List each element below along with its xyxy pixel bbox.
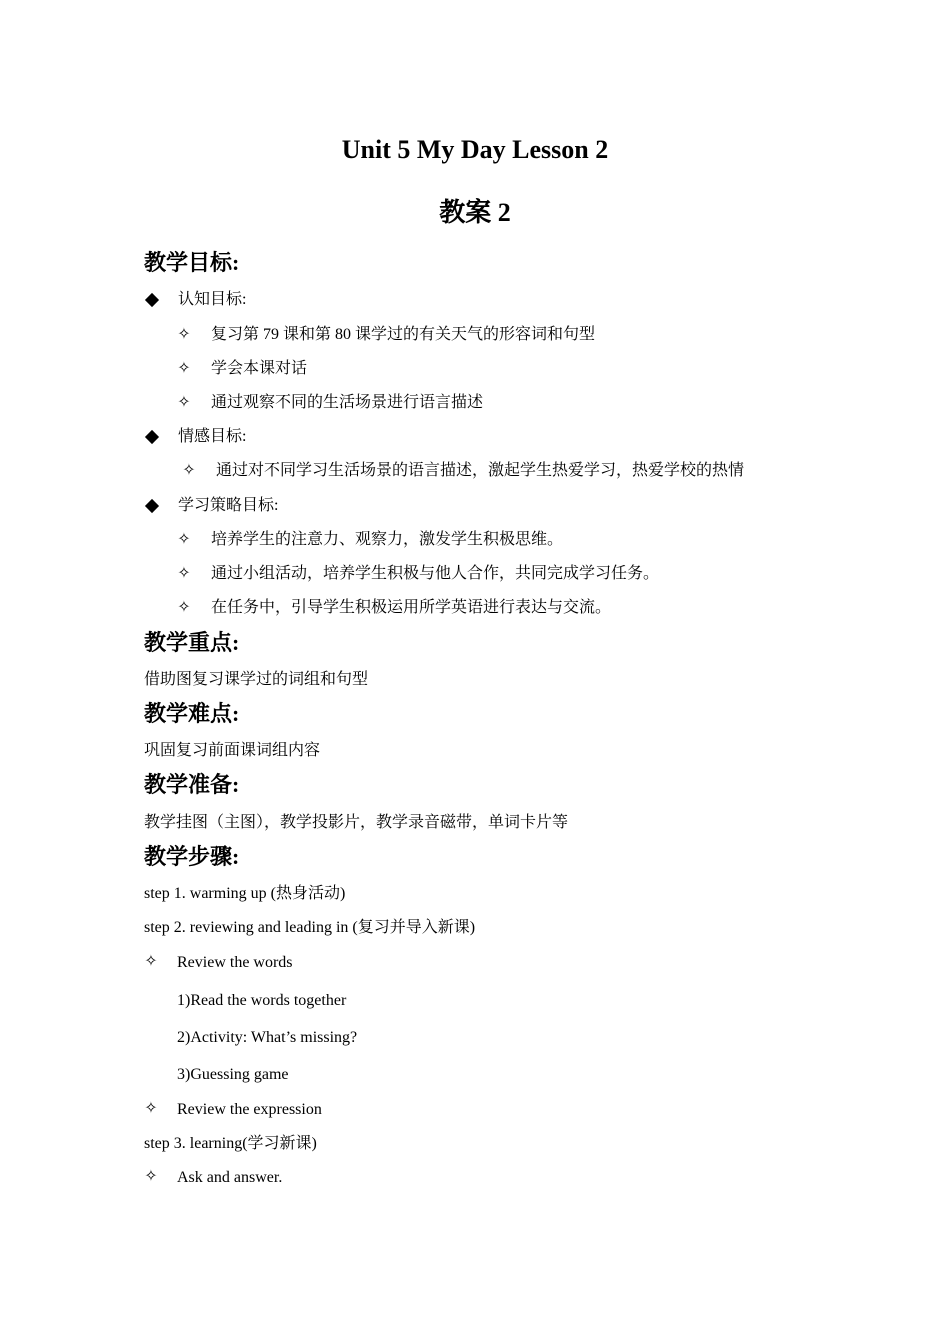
step-3: step 3. learning(学习新课) [144,1135,317,1152]
review-words: Review the words [177,954,293,971]
preparation-heading: 教学准备: [144,772,240,797]
cognitive-label: 认知目标: [178,291,247,308]
document-title: Unit 5 My Day Lesson 2 [341,135,609,164]
star-bullet-icon: ✧ [177,531,191,548]
difficulties-heading: 教学难点: [144,701,240,726]
review-sub-item: 1)Read the words together [177,992,347,1009]
star-bullet-icon: ✧ [182,462,196,479]
cognitive-item: 通过观察不同的生活场景进行语言描述 [211,394,484,411]
strategy-item: 在任务中，引导学生积极运用所学英语进行表达与交流。 [211,599,612,616]
key-points-heading: 教学重点: [144,630,240,655]
emotional-item: 通过对不同学习生活场景的语言描述，激起学生热爱学习，热爱学校的热情 [216,462,745,479]
review-sub-item: 3)Guessing game [177,1066,289,1083]
diamond-bullet-icon [145,430,159,444]
strategy-item: 通过小组活动，培养学生积极与他人合作，共同完成学习任务。 [211,565,660,582]
cognitive-item: 学会本课对话 [211,360,308,377]
review-sub-item: 2)Activity: What’s missing? [177,1029,358,1046]
document-subtitle: 教案 2 [439,198,511,227]
star-bullet-icon: ✧ [177,599,191,616]
star-bullet-icon: ✧ [177,326,191,343]
preparation-text: 教学挂图（主图），教学投影片，教学录音磁带，单词卡片等 [144,814,569,831]
star-bullet-icon: ✧ [177,360,191,377]
star-bullet-icon: ✧ [144,953,158,970]
review-expression: Review the expression [177,1101,322,1118]
diamond-bullet-icon [145,293,159,307]
objectives-heading: 教学目标: [144,250,240,275]
step-2: step 2. reviewing and leading in (复习并导入新课) [144,919,476,936]
diamond-bullet-icon [145,499,159,513]
strategy-label: 学习策略目标: [178,497,279,514]
difficulties-text: 巩固复习前面课词组内容 [144,742,321,759]
key-points-text: 借助图复习课学过的词组和句型 [144,671,369,688]
steps-heading: 教学步骤: [144,844,240,869]
star-bullet-icon: ✧ [177,565,191,582]
star-bullet-icon: ✧ [144,1100,158,1117]
emotional-label: 情感目标: [178,428,247,445]
cognitive-item: 复习第 79 课和第 80 课学过的有关天气的形容词和句型 [211,326,596,343]
ask-and-answer: Ask and answer. [177,1169,283,1186]
step-1: step 1. warming up (热身活动) [144,885,346,902]
strategy-item: 培养学生的注意力、观察力，激发学生积极思维。 [211,531,564,548]
star-bullet-icon: ✧ [144,1168,158,1185]
star-bullet-icon: ✧ [177,394,191,411]
